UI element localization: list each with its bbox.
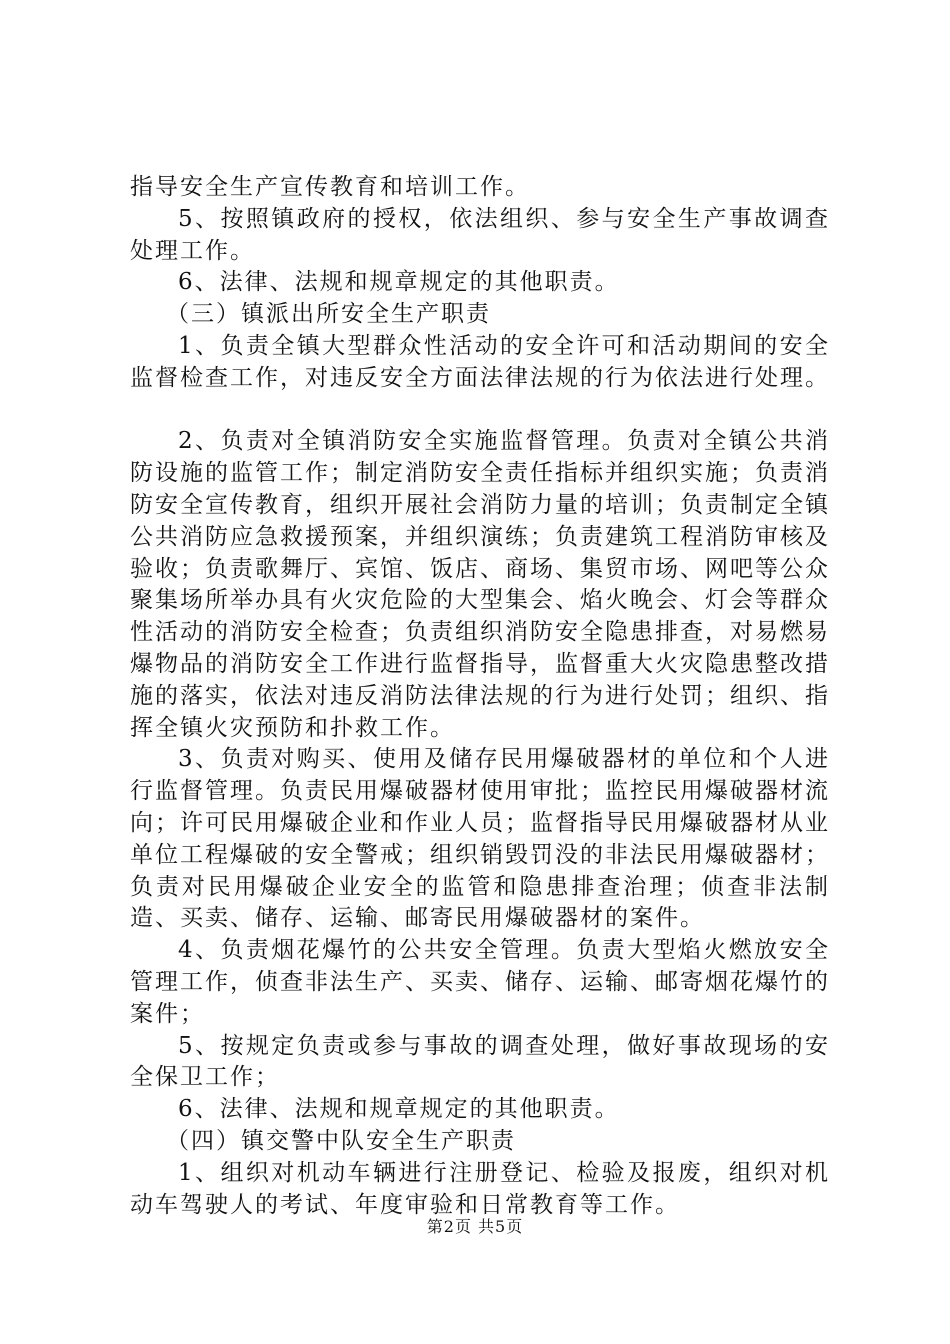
section-heading: （四）镇交警中队安全生产职责: [166, 1127, 516, 1154]
document-body: [130, 172, 830, 1221]
paragraph: 4、负责烟花爆竹的公共安全管理。负责大型焰火燃放安全管理工作，侦查非法生产、买卖、储存、运输、邮寄烟花爆竹的案件；: [130, 937, 830, 1027]
page-number-footer: 第2页 共5页: [426, 1217, 524, 1236]
paragraph: 指导安全生产宣传教育和培训工作。: [130, 174, 530, 200]
paragraph: 6、法律、法规和规章规定的其他职责。: [178, 269, 620, 296]
paragraph: 1、负责全镇大型群众性活动的安全许可和活动期间的安全监督检查工作，对违反安全方面法律法规的行为依法进行处理。: [130, 332, 830, 391]
paragraph: 5、按规定负责或参与事故的调查处理，做好事故现场的安全保卫工作；: [130, 1032, 830, 1091]
paragraph: 3、负责对购买、使用及储存民用爆破器材的单位和个人进行监督管理。负责民用爆破器材使用审批；监控民用爆破器材流向；许可民用爆破企业和作业人员；监督指导民用爆破器材从业单位工程爆破的安全警戒；组织销毁罚没的非法民用爆破器材；负责对民用爆破企业安全的监管和隐患排查治理；侦查非法制造、买卖、储存、运输、邮寄民用爆破器材的案件。: [130, 746, 830, 932]
paragraph: 2、负责对全镇消防安全实施监督管理。负责对全镇公共消防设施的监管工作；制定消防安全责任指标并组织实施；负责消防安全宣传教育，组织开展社会消防力量的培训；负责制定全镇公共消防应急救援预案，并组织演练；负责建筑工程消防审核及验收；负责歌舞厅、宾馆、饭店、商场、集贸市场、网吧等公众聚集场所举办具有火灾危险的大型集会、焰火晚会、灯会等群众性活动的消防安全检查；负责组织消防安全隐患排查，对易燃易爆物品的消防安全工作进行监督指导，监督重大火灾隐患整改措施的落实，依法对违反消防法律法规的行为进行处罚；组织、指挥全镇火灾预防和扑救工作。: [130, 428, 830, 741]
paragraph: 1、组织对机动车辆进行注册登记、检验及报废，组织对机动车驾驶人的考试、年度审验和日常教育等工作。: [130, 1159, 830, 1218]
section-heading: （三）镇派出所安全生产职责: [166, 301, 491, 328]
paragraph-spacer: [130, 395, 830, 427]
paragraph: 5、按照镇政府的授权，依法组织、参与安全生产事故调查处理工作。: [130, 205, 830, 264]
paragraph: 6、法律、法规和规章规定的其他职责。: [178, 1096, 620, 1123]
